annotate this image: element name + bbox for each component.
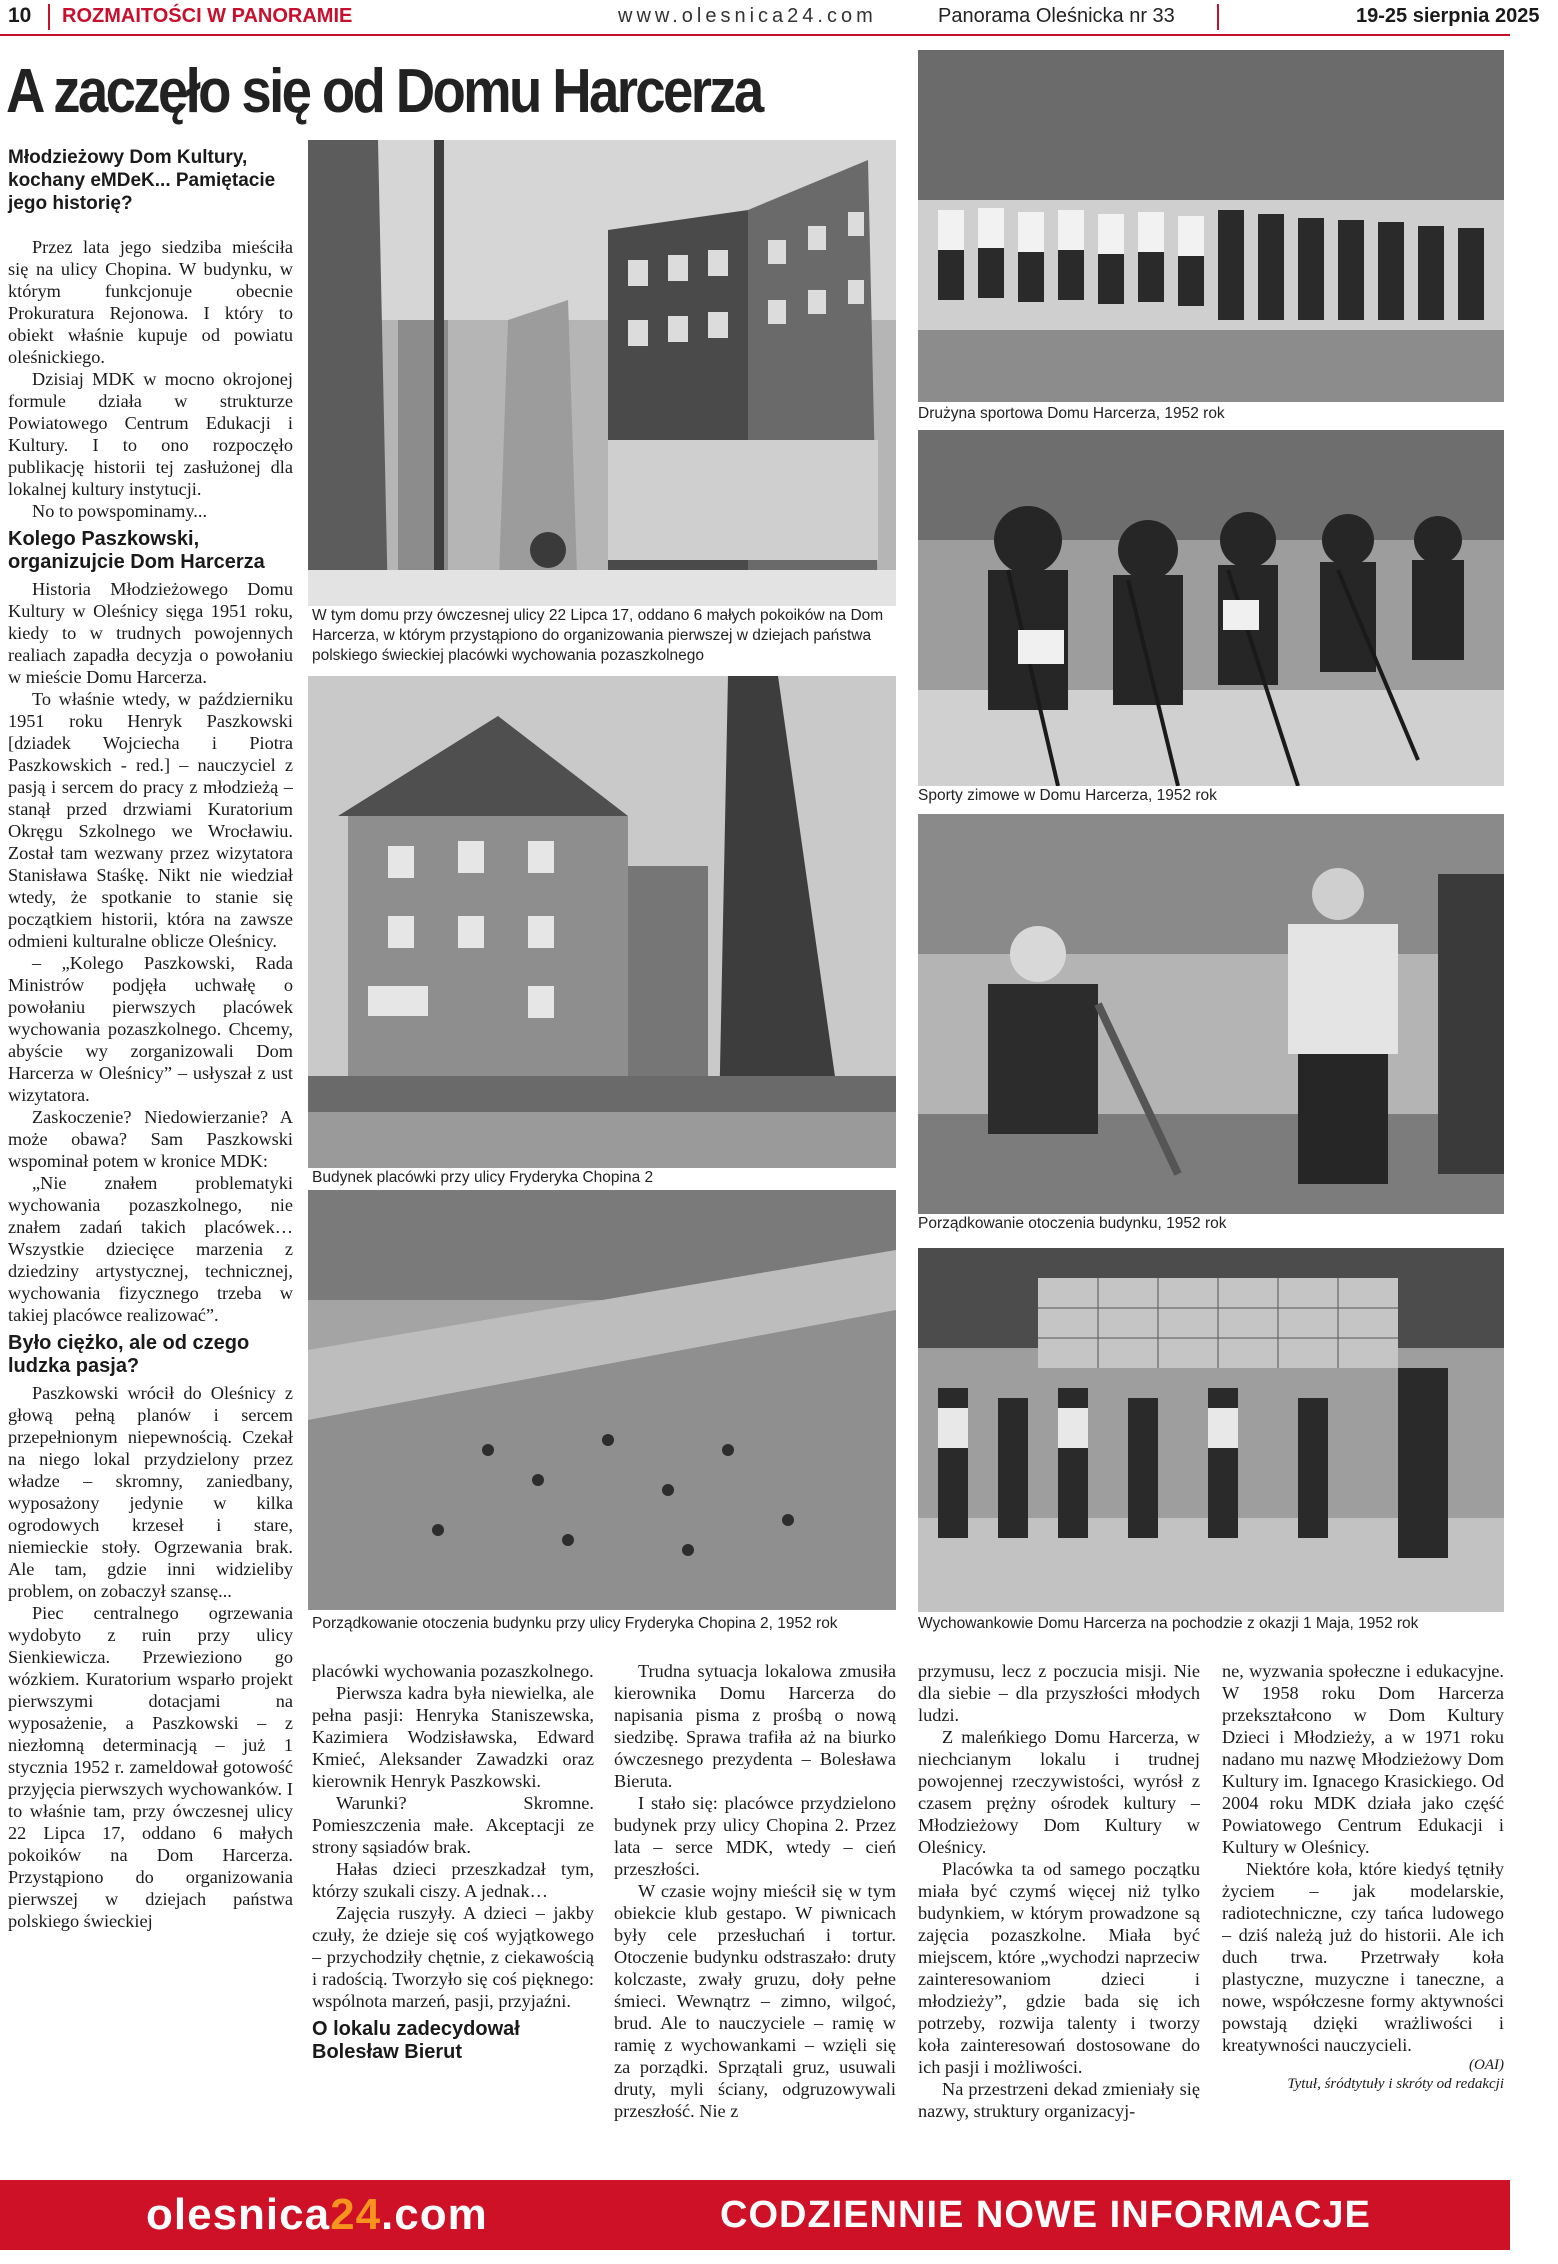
- paragraph: W czasie wojny mieścił się w tym obiekcie klub gestapo. W piwnicach były cele przesłuchań i tortur. Otoczenie budynku odstraszało: druty kolczaste, zwały gruzu, doły pełne śmieci. Wewnątrz – zimno, wilgoć, brud. Ale to nauczyciele – ramię w ramię z wychowankami – wzięli się za porządki. Sprzątali gruz, usuwali druty, myli ściany, odgruzowywali przeszłość. Nie z: [614, 1881, 896, 2121]
- subheading: Było ciężko, ale od czego ludzka pasja?: [8, 1332, 250, 1377]
- caption-photo-5: Sporty zimowe w Domu Harcerza, 1952 rok: [918, 787, 1217, 804]
- photo-sports-team: [918, 50, 1504, 402]
- paragraph: placówki wychowania pozaszkolnego.: [312, 1661, 594, 1681]
- paragraph: Zajęcia ruszyły. A dzieci – jakby czuły, że dzieje się coś wyjątkowego – przychodziły chętnie, z ciekawością i radością. Tworzyło się coś pięknego: wspólnota marzeń, pasji, przyjaźni.: [312, 1903, 594, 2011]
- paragraph: przymusu, lecz z poczucia misji. Nie dla siebie – dla przyszłości młodych ludzi.: [918, 1661, 1200, 1725]
- olesnica24-logo[interactable]: [146, 2190, 488, 2240]
- paragraph: – „Kolego Paszkowski, Rada Ministrów podjęła uchwałę o powołaniu pierwszych placówek wychowania pozaszkolnego. Chcemy, abyście wy zorganizowali Dom Harcerza w Oleśnicy” – usłyszał z ust wizytatora.: [8, 953, 293, 1105]
- paragraph: Pierwsza kadra była niewielka, ale pełna pasji: Henryka Staniszewska, Kazimiera Wodzisławska, Edward Kmieć, Aleksander Zawadzki oraz kierownik Henryk Paszkowski.: [312, 1683, 594, 1791]
- caption-photo-3: Porządkowanie otoczenia budynku przy ulicy Fryderyka Chopina 2, 1952 rok: [312, 1615, 838, 1632]
- paragraph: Zaskoczenie? Niedowierzanie? A może obawa? Sam Paszkowski wspominał potem w kronice MDK:: [8, 1107, 293, 1171]
- logo-text: olesnica: [146, 2190, 331, 2239]
- caption-photo-4: Drużyna sportowa Domu Harcerza, 1952 rok: [918, 405, 1225, 422]
- caption-photo-7: Wychowankowie Domu Harcerza na pochodzie z okazji 1 Maja, 1952 rok: [918, 1615, 1419, 1632]
- header-divider: [1217, 4, 1219, 30]
- header-rule: [0, 34, 1510, 36]
- caption-photo-2: Budynek placówki przy ulicy Fryderyka Chopina 2: [312, 1169, 654, 1186]
- photo-may-day-parade: [918, 1248, 1504, 1612]
- paper-issue: Panorama Oleśnicka nr 33: [938, 5, 1175, 27]
- paragraph: Dzisiaj MDK w mocno okrojonej formule działa w strukturze Powiatowego Centrum Edukacji i Kultury. I to ono rozpoczęło publikację historii tej zasłużonej dla lokalnej kultury instytucji.: [8, 369, 293, 499]
- text-column-1: [8, 236, 293, 2166]
- text-column-5: [1222, 1660, 1504, 2172]
- issue-date: 19-25 sierpnia 2025: [1356, 5, 1540, 27]
- header-divider: [48, 4, 50, 30]
- article-title: A zaczęło się od Domu Harcerza: [6, 57, 762, 126]
- footer-slogan: CODZIENNIE NOWE INFORMACJE: [720, 2194, 1371, 2236]
- paragraph: Niektóre koła, które kiedyś tętniły życiem – jak modelarskie, radiotechniczne, czy tańca ludowego – dziś należą już do historii. Ale ich duch trwa. Przetrwały koła plastyczne, muzyczne i taneczne, a nowe, współczesne formy aktywności powstają dzięki wrażliwości i kreatywności nauczycieli.: [1222, 1859, 1504, 2055]
- text-column-4: [918, 1660, 1200, 2170]
- paragraph: Paszkowski wrócił do Oleśnicy z głową pełną planów i sercem przepełnionym niepewnością. Czekał na niego lokal przydzielony przez władze – skromny, zaniedbany, wyposażony jedynie w kilka ogrodowych krzeseł i stare, niemieckie stoły. Ogrzewania brak. Ale tam, gdzie inni widzieliby problem, on zobaczył szansę...: [8, 1383, 293, 1601]
- text-column-3: [614, 1660, 896, 2170]
- paragraph: Warunki? Skromne. Pomieszczenia małe. Akceptacji ze strony sąsiadów brak.: [312, 1793, 594, 1857]
- page-header: [0, 0, 1558, 36]
- paragraph: Z maleńkiego Domu Harcerza, w niechcianym lokalu i trudnej powojennej rzeczywistości, wyrósł z czasem prężny ośrodek kultury – Młodzieżowy Dom Kultury w Oleśnicy.: [918, 1727, 1200, 1857]
- paragraph: Przez lata jego siedziba mieściła się na ulicy Chopina. W budynku, w którym funkcjonuje obecnie Prokuratura Rejonowa. I który to obiekt właśnie kupuje od powiatu oleśnickiego.: [8, 237, 293, 367]
- paragraph: „Nie znałem problematyki wychowania pozaszkolnego, nie znałem zadań takich placówek… Wszystkie dziecięce marzenia z dziedziny artystycznej, technicznej, wychowania fizycznego trzeba w takiej placówce realizować”.: [8, 1173, 293, 1325]
- logo-number: 24: [330, 2190, 382, 2239]
- text-column-2: [312, 1660, 594, 2170]
- page-number: 10: [8, 4, 32, 27]
- subheading: O lokalu zadecydował Bolesław Bierut: [312, 2018, 520, 2063]
- paragraph: To właśnie wtedy, w październiku 1951 roku Henryk Paszkowski [dziadek Wojciecha i Piotra Paszkowskich - red.] – nauczyciel z pasją i sercem do pracy z młodzieżą – stanął przed drzwiami Kuratorium Okręgu Szkolnego we Wrocławiu. Został tam wezwany przez wizytatora Stanisława Staśkę. Nikt nie wiedział wtedy, że spotkanie to stanie się początkiem historii, która na zawsze odmieni kulturalne oblicze Oleśnicy.: [8, 689, 293, 951]
- caption-photo-1: W tym domu przy ówczesnej ulicy 22 Lipca 17, oddano 6 małych pokoików na Dom Harcerza, w którym przystąpiono do organizowania pierwszej w dziejach państwa polskiego świeckiej placówki wychowania pozaszkolnego: [312, 607, 884, 664]
- article-lead: Młodzieżowy Dom Kultury, kochany eMDeK... Pamiętacie jego historię?: [8, 147, 276, 214]
- subheading: Kolego Paszkowski, organizujcie Dom Harcerza: [8, 528, 265, 573]
- paragraph: Placówka ta od samego początku miała być czymś więcej niż tylko budynkiem, w którym prowadzone są zajęcia pozaszkolne. Miała być miejscem, które „wychodzi naprzeciw zainteresowaniom dzieci i młodzieży”, gdzie bada się ich potrzeby, rozwija talenty i tworzy koła zainteresowań dostosowane do ich pasji i możliwości.: [918, 1859, 1200, 2077]
- logo-domain: .com: [381, 2190, 488, 2239]
- footer-banner[interactable]: [0, 2180, 1510, 2250]
- author-signature: (OAI): [1469, 2057, 1504, 2073]
- paragraph: Na przestrzeni dekad zmieniały się nazwy, struktury organizacyj-: [918, 2079, 1200, 2121]
- paragraph: I stało się: placówce przydzielono budynek przy ulicy Chopina 2. Przez lata – serce MDK, wtedy – cień przeszłości.: [614, 1793, 896, 1879]
- paragraph: No to powspominamy...: [32, 501, 208, 521]
- paragraph: Trudna sytuacja lokalowa zmusiła kierownika Domu Harcerza do napisania pisma z prośbą o nową siedzibę. Sprawa trafiła aż na biurko ówczesnego prezydenta – Bolesława Bieruta.: [614, 1661, 896, 1791]
- caption-photo-6: Porządkowanie otoczenia budynku, 1952 rok: [918, 1215, 1227, 1232]
- photo-chopina-building: [308, 676, 896, 1168]
- paragraph: Hałas dzieci przeszkadzał tym, którzy szukali ciszy. A jednak…: [312, 1859, 594, 1901]
- photo-dom-harcerza-building: [308, 140, 896, 606]
- section-title: ROZMAITOŚCI W PANORAMIE: [62, 5, 353, 27]
- photo-cleanup-chopina: [308, 1190, 896, 1610]
- paragraph: Historia Młodzieżowego Domu Kultury w Oleśnicy sięga 1951 roku, kiedy to w trudnych powojennych realiach zapadła decyzja o powołaniu w mieście Domu Harcerza.: [8, 579, 293, 687]
- photo-winter-sports: [918, 430, 1504, 786]
- editor-note: Tytuł, śródtytuły i skróty od redakcji: [1287, 2076, 1504, 2092]
- website-url[interactable]: www.olesnica24.com: [618, 5, 877, 27]
- paragraph: Piec centralnego ogrzewania wydobyto z ruin przy ulicy Sienkiewicza. Przewieziono go wózkiem. Kuratorium wsparło projekt pierwszymi dotacjami na wyposażenie, a Paszkowski – z niezłomną determinacją – już 1 stycznia 1952 r. zameldował gotowość przyjęcia pierwszych wychowanków. I to właśnie tam, przy ówczesnej ulicy 22 Lipca 17, oddano 6 małych pokoików na Dom Harcerza. Przystąpiono do organizowania pierwszej w dziejach państwa polskiego świeckiej: [8, 1603, 293, 1931]
- photo-cleanup-workers: [918, 814, 1504, 1214]
- paragraph: ne, wyzwania społeczne i edukacyjne. W 1958 roku Dom Harcerza przekształcono w Dom Kultury Dzieci i Młodzieży, a w 1971 roku nadano mu nazwę Młodzieżowy Dom Kultury im. Ignacego Krasickiego. Od 2004 roku MDK działa jako część Powiatowego Centrum Edukacji i Kultury w Oleśnicy.: [1222, 1661, 1504, 1857]
